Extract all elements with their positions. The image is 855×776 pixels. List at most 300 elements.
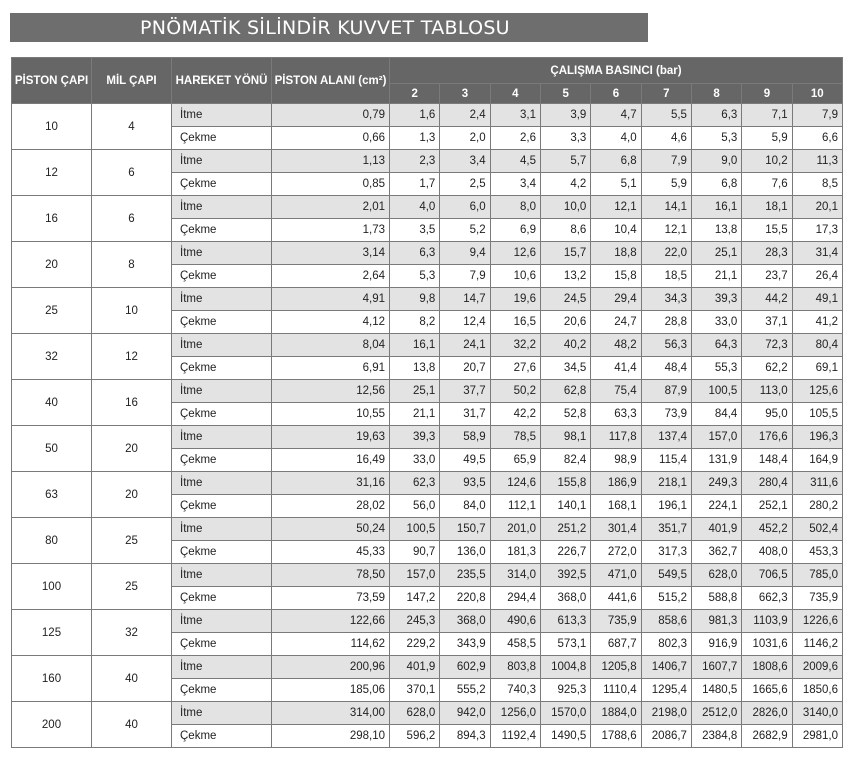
force-value-cell: 368,0 <box>540 587 590 610</box>
force-value-cell: 181,3 <box>490 541 540 564</box>
piston-diameter-cell: 100 <box>12 564 92 610</box>
force-value-cell: 42,2 <box>490 403 540 426</box>
force-value-cell: 29,4 <box>591 288 641 311</box>
piston-diameter-cell: 80 <box>12 518 92 564</box>
force-value-cell: 942,0 <box>440 702 490 725</box>
table-row <box>12 610 843 633</box>
area-cell: 114,62 <box>272 633 390 656</box>
force-value-cell: 1295,4 <box>641 679 691 702</box>
table-body <box>12 104 843 748</box>
force-value-cell: 13,8 <box>691 219 741 242</box>
rod-diameter-cell: 12 <box>92 334 172 380</box>
direction-cell: Çekme <box>172 403 272 426</box>
area-cell: 185,06 <box>272 679 390 702</box>
force-value-cell: 140,1 <box>540 495 590 518</box>
force-value-cell: 117,8 <box>591 426 641 449</box>
force-value-cell: 245,3 <box>390 610 440 633</box>
force-value-cell: 10,6 <box>490 265 540 288</box>
header-piston-capi: PİSTON ÇAPI <box>12 58 92 104</box>
force-value-cell: 8,6 <box>540 219 590 242</box>
force-value-cell: 6,3 <box>691 104 741 127</box>
force-value-cell: 19,6 <box>490 288 540 311</box>
area-cell: 200,96 <box>272 656 390 679</box>
force-value-cell: 3140,0 <box>792 702 842 725</box>
force-value-cell: 628,0 <box>691 564 741 587</box>
force-value-cell: 63,3 <box>591 403 641 426</box>
force-value-cell: 201,0 <box>490 518 540 541</box>
rod-diameter-cell: 40 <box>92 702 172 748</box>
direction-cell: İtme <box>172 426 272 449</box>
header-hareket-yonu: HAREKET YÖNÜ <box>172 58 272 104</box>
force-value-cell: 981,3 <box>691 610 741 633</box>
force-value-cell: 100,5 <box>691 380 741 403</box>
force-value-cell: 25,1 <box>691 242 741 265</box>
area-cell: 12,56 <box>272 380 390 403</box>
force-value-cell: 148,4 <box>742 449 792 472</box>
force-value-cell: 82,4 <box>540 449 590 472</box>
force-value-cell: 16,5 <box>490 311 540 334</box>
rod-diameter-cell: 20 <box>92 426 172 472</box>
force-value-cell: 351,7 <box>641 518 691 541</box>
force-value-cell: 16,1 <box>390 334 440 357</box>
force-value-cell: 125,6 <box>792 380 842 403</box>
direction-cell: Çekme <box>172 587 272 610</box>
force-value-cell: 6,8 <box>691 173 741 196</box>
force-value-cell: 7,9 <box>792 104 842 127</box>
force-value-cell: 549,5 <box>641 564 691 587</box>
area-cell: 4,12 <box>272 311 390 334</box>
force-value-cell: 186,9 <box>591 472 641 495</box>
force-value-cell: 56,0 <box>390 495 440 518</box>
table-row <box>12 426 843 449</box>
force-value-cell: 75,4 <box>591 380 641 403</box>
table-row <box>12 196 843 219</box>
force-value-cell: 1406,7 <box>641 656 691 679</box>
force-value-cell: 18,5 <box>641 265 691 288</box>
force-value-cell: 301,4 <box>591 518 641 541</box>
force-value-cell: 1,7 <box>390 173 440 196</box>
force-value-cell: 58,9 <box>440 426 490 449</box>
piston-diameter-cell: 20 <box>12 242 92 288</box>
force-value-cell: 12,6 <box>490 242 540 265</box>
direction-cell: İtme <box>172 518 272 541</box>
force-value-cell: 343,9 <box>440 633 490 656</box>
force-value-cell: 164,9 <box>792 449 842 472</box>
table-row <box>12 288 843 311</box>
force-value-cell: 1103,9 <box>742 610 792 633</box>
piston-diameter-cell: 12 <box>12 150 92 196</box>
force-value-cell: 8,0 <box>490 196 540 219</box>
area-cell: 50,24 <box>272 518 390 541</box>
force-value-cell: 98,9 <box>591 449 641 472</box>
force-value-cell: 272,0 <box>591 541 641 564</box>
page-title: PNÖMATİK SİLİNDİR KUVVET TABLOSU <box>140 17 510 39</box>
direction-cell: Çekme <box>172 449 272 472</box>
rod-diameter-cell: 6 <box>92 196 172 242</box>
force-value-cell: 2,0 <box>440 127 490 150</box>
force-value-cell: 15,7 <box>540 242 590 265</box>
table-row <box>12 472 843 495</box>
force-value-cell: 735,9 <box>591 610 641 633</box>
force-value-cell: 229,2 <box>390 633 440 656</box>
force-table <box>11 57 843 748</box>
force-value-cell: 392,5 <box>540 564 590 587</box>
force-value-cell: 37,1 <box>742 311 792 334</box>
area-cell: 0,85 <box>272 173 390 196</box>
force-value-cell: 613,3 <box>540 610 590 633</box>
force-value-cell: 5,9 <box>742 127 792 150</box>
force-value-cell: 294,4 <box>490 587 540 610</box>
header-piston-alani: PİSTON ALANI (cm²) <box>272 58 390 104</box>
force-value-cell: 5,5 <box>641 104 691 127</box>
area-cell: 78,50 <box>272 564 390 587</box>
force-value-cell: 2682,9 <box>742 725 792 748</box>
force-value-cell: 4,2 <box>540 173 590 196</box>
force-value-cell: 441,6 <box>591 587 641 610</box>
rod-diameter-cell: 16 <box>92 380 172 426</box>
force-value-cell: 3,9 <box>540 104 590 127</box>
force-value-cell: 28,3 <box>742 242 792 265</box>
force-value-cell: 28,8 <box>641 311 691 334</box>
title-bar <box>10 13 648 42</box>
force-value-cell: 1205,8 <box>591 656 641 679</box>
force-value-cell: 687,7 <box>591 633 641 656</box>
force-value-cell: 5,3 <box>691 127 741 150</box>
force-value-cell: 10,4 <box>591 219 641 242</box>
rod-diameter-cell: 25 <box>92 518 172 564</box>
piston-diameter-cell: 200 <box>12 702 92 748</box>
force-value-cell: 10,2 <box>742 150 792 173</box>
force-value-cell: 502,4 <box>792 518 842 541</box>
force-value-cell: 2826,0 <box>742 702 792 725</box>
piston-diameter-cell: 16 <box>12 196 92 242</box>
force-value-cell: 84,4 <box>691 403 741 426</box>
pressure-header-7: 7 <box>641 84 691 104</box>
table-row <box>12 150 843 173</box>
force-value-cell: 22,0 <box>641 242 691 265</box>
force-value-cell: 93,5 <box>440 472 490 495</box>
force-value-cell: 596,2 <box>390 725 440 748</box>
direction-cell: İtme <box>172 610 272 633</box>
force-value-cell: 6,9 <box>490 219 540 242</box>
force-value-cell: 2,4 <box>440 104 490 127</box>
direction-cell: Çekme <box>172 495 272 518</box>
force-value-cell: 64,3 <box>691 334 741 357</box>
force-value-cell: 1192,4 <box>490 725 540 748</box>
table-row <box>12 242 843 265</box>
force-value-cell: 48,2 <box>591 334 641 357</box>
force-value-cell: 401,9 <box>691 518 741 541</box>
header-mil-capi: MİL ÇAPI <box>92 58 172 104</box>
force-value-cell: 50,2 <box>490 380 540 403</box>
force-value-cell: 18,8 <box>591 242 641 265</box>
force-value-cell: 112,1 <box>490 495 540 518</box>
force-value-cell: 12,1 <box>641 219 691 242</box>
force-value-cell: 555,2 <box>440 679 490 702</box>
piston-diameter-cell: 160 <box>12 656 92 702</box>
rod-diameter-cell: 8 <box>92 242 172 288</box>
force-value-cell: 1665,6 <box>742 679 792 702</box>
force-value-cell: 588,8 <box>691 587 741 610</box>
direction-cell: Çekme <box>172 265 272 288</box>
force-value-cell: 6,8 <box>591 150 641 173</box>
rod-diameter-cell: 6 <box>92 150 172 196</box>
direction-cell: Çekme <box>172 219 272 242</box>
force-value-cell: 220,8 <box>440 587 490 610</box>
force-value-cell: 62,3 <box>390 472 440 495</box>
force-value-cell: 62,2 <box>742 357 792 380</box>
force-value-cell: 490,6 <box>490 610 540 633</box>
pressure-header-2: 2 <box>390 84 440 104</box>
force-value-cell: 452,2 <box>742 518 792 541</box>
force-value-cell: 33,0 <box>691 311 741 334</box>
table-row <box>12 564 843 587</box>
force-value-cell: 6,0 <box>440 196 490 219</box>
area-cell: 122,66 <box>272 610 390 633</box>
direction-cell: Çekme <box>172 173 272 196</box>
direction-cell: Çekme <box>172 311 272 334</box>
pressure-header-8: 8 <box>691 84 741 104</box>
direction-cell: İtme <box>172 702 272 725</box>
direction-cell: Çekme <box>172 725 272 748</box>
force-value-cell: 196,3 <box>792 426 842 449</box>
pressure-header-6: 6 <box>591 84 641 104</box>
force-value-cell: 252,1 <box>742 495 792 518</box>
force-value-cell: 11,3 <box>792 150 842 173</box>
force-value-cell: 39,3 <box>390 426 440 449</box>
force-value-cell: 56,3 <box>641 334 691 357</box>
area-cell: 31,16 <box>272 472 390 495</box>
force-value-cell: 4,0 <box>591 127 641 150</box>
force-value-cell: 12,4 <box>440 311 490 334</box>
force-value-cell: 1490,5 <box>540 725 590 748</box>
force-value-cell: 5,3 <box>390 265 440 288</box>
force-value-cell: 113,0 <box>742 380 792 403</box>
force-value-cell: 14,1 <box>641 196 691 219</box>
force-value-cell: 1031,6 <box>742 633 792 656</box>
direction-cell: İtme <box>172 564 272 587</box>
force-value-cell: 44,2 <box>742 288 792 311</box>
force-value-cell: 4,6 <box>641 127 691 150</box>
area-cell: 10,55 <box>272 403 390 426</box>
force-value-cell: 157,0 <box>390 564 440 587</box>
force-value-cell: 7,6 <box>742 173 792 196</box>
force-value-cell: 602,9 <box>440 656 490 679</box>
force-value-cell: 115,4 <box>641 449 691 472</box>
force-value-cell: 124,6 <box>490 472 540 495</box>
force-value-cell: 15,5 <box>742 219 792 242</box>
rod-diameter-cell: 32 <box>92 610 172 656</box>
force-value-cell: 84,0 <box>440 495 490 518</box>
piston-diameter-cell: 40 <box>12 380 92 426</box>
force-value-cell: 471,0 <box>591 564 641 587</box>
force-value-cell: 662,3 <box>742 587 792 610</box>
force-value-cell: 4,0 <box>390 196 440 219</box>
force-value-cell: 176,6 <box>742 426 792 449</box>
force-value-cell: 235,5 <box>440 564 490 587</box>
force-value-cell: 155,8 <box>540 472 590 495</box>
force-value-cell: 894,3 <box>440 725 490 748</box>
force-value-cell: 1226,6 <box>792 610 842 633</box>
force-value-cell: 3,5 <box>390 219 440 242</box>
force-value-cell: 1480,5 <box>691 679 741 702</box>
force-value-cell: 168,1 <box>591 495 641 518</box>
force-value-cell: 7,9 <box>440 265 490 288</box>
area-cell: 6,91 <box>272 357 390 380</box>
force-value-cell: 137,4 <box>641 426 691 449</box>
piston-diameter-cell: 125 <box>12 610 92 656</box>
table-row <box>12 104 843 127</box>
force-value-cell: 785,0 <box>792 564 842 587</box>
force-value-cell: 368,0 <box>440 610 490 633</box>
force-value-cell: 13,2 <box>540 265 590 288</box>
force-value-cell: 24,1 <box>440 334 490 357</box>
force-value-cell: 52,8 <box>540 403 590 426</box>
piston-diameter-cell: 32 <box>12 334 92 380</box>
area-cell: 2,64 <box>272 265 390 288</box>
force-value-cell: 740,3 <box>490 679 540 702</box>
force-value-cell: 21,1 <box>691 265 741 288</box>
direction-cell: İtme <box>172 196 272 219</box>
force-value-cell: 1256,0 <box>490 702 540 725</box>
force-value-cell: 458,5 <box>490 633 540 656</box>
force-value-cell: 2086,7 <box>641 725 691 748</box>
force-value-cell: 10,0 <box>540 196 590 219</box>
force-value-cell: 21,1 <box>390 403 440 426</box>
force-value-cell: 2384,8 <box>691 725 741 748</box>
force-value-cell: 31,7 <box>440 403 490 426</box>
force-value-cell: 27,6 <box>490 357 540 380</box>
force-value-cell: 100,5 <box>390 518 440 541</box>
force-value-cell: 2,5 <box>440 173 490 196</box>
force-value-cell: 9,8 <box>390 288 440 311</box>
force-value-cell: 48,4 <box>641 357 691 380</box>
force-value-cell: 408,0 <box>742 541 792 564</box>
force-value-cell: 26,4 <box>792 265 842 288</box>
force-value-cell: 1884,0 <box>591 702 641 725</box>
rod-diameter-cell: 20 <box>92 472 172 518</box>
area-cell: 8,04 <box>272 334 390 357</box>
direction-cell: İtme <box>172 288 272 311</box>
piston-diameter-cell: 10 <box>12 104 92 150</box>
rod-diameter-cell: 10 <box>92 288 172 334</box>
table-row <box>12 656 843 679</box>
force-value-cell: 2981,0 <box>792 725 842 748</box>
direction-cell: İtme <box>172 150 272 173</box>
piston-diameter-cell: 63 <box>12 472 92 518</box>
rod-diameter-cell: 25 <box>92 564 172 610</box>
direction-cell: Çekme <box>172 633 272 656</box>
force-value-cell: 2198,0 <box>641 702 691 725</box>
force-value-cell: 3,4 <box>490 173 540 196</box>
force-value-cell: 49,1 <box>792 288 842 311</box>
force-value-cell: 157,0 <box>691 426 741 449</box>
force-value-cell: 916,9 <box>691 633 741 656</box>
pressure-header-3: 3 <box>440 84 490 104</box>
force-value-cell: 136,0 <box>440 541 490 564</box>
force-value-cell: 73,9 <box>641 403 691 426</box>
force-value-cell: 95,0 <box>742 403 792 426</box>
force-value-cell: 20,7 <box>440 357 490 380</box>
force-value-cell: 1110,4 <box>591 679 641 702</box>
force-value-cell: 3,1 <box>490 104 540 127</box>
area-cell: 45,33 <box>272 541 390 564</box>
force-value-cell: 23,7 <box>742 265 792 288</box>
force-value-cell: 224,1 <box>691 495 741 518</box>
force-value-cell: 72,3 <box>742 334 792 357</box>
force-value-cell: 15,8 <box>591 265 641 288</box>
force-value-cell: 311,6 <box>792 472 842 495</box>
force-value-cell: 1,6 <box>390 104 440 127</box>
force-value-cell: 2,6 <box>490 127 540 150</box>
force-value-cell: 131,9 <box>691 449 741 472</box>
force-value-cell: 24,5 <box>540 288 590 311</box>
force-value-cell: 5,9 <box>641 173 691 196</box>
force-value-cell: 41,2 <box>792 311 842 334</box>
force-value-cell: 218,1 <box>641 472 691 495</box>
force-value-cell: 249,3 <box>691 472 741 495</box>
header-calisma-basinci: ÇALIŞMA BASINCI (bar) <box>390 58 843 84</box>
force-value-cell: 41,4 <box>591 357 641 380</box>
direction-cell: İtme <box>172 656 272 679</box>
force-value-cell: 370,1 <box>390 679 440 702</box>
pressure-header-9: 9 <box>742 84 792 104</box>
force-value-cell: 90,7 <box>390 541 440 564</box>
force-value-cell: 925,3 <box>540 679 590 702</box>
table-row <box>12 702 843 725</box>
force-value-cell: 25,1 <box>390 380 440 403</box>
rod-diameter-cell: 4 <box>92 104 172 150</box>
force-value-cell: 7,9 <box>641 150 691 173</box>
force-value-cell: 453,3 <box>792 541 842 564</box>
force-value-cell: 105,5 <box>792 403 842 426</box>
area-cell: 3,14 <box>272 242 390 265</box>
force-value-cell: 251,2 <box>540 518 590 541</box>
force-value-cell: 3,4 <box>440 150 490 173</box>
direction-cell: İtme <box>172 242 272 265</box>
force-value-cell: 12,1 <box>591 196 641 219</box>
force-value-cell: 34,3 <box>641 288 691 311</box>
pressure-header-5: 5 <box>540 84 590 104</box>
force-value-cell: 2009,6 <box>792 656 842 679</box>
force-value-cell: 5,7 <box>540 150 590 173</box>
force-value-cell: 314,0 <box>490 564 540 587</box>
force-value-cell: 628,0 <box>390 702 440 725</box>
force-value-cell: 40,2 <box>540 334 590 357</box>
force-value-cell: 401,9 <box>390 656 440 679</box>
force-value-cell: 1850,6 <box>792 679 842 702</box>
force-value-cell: 147,2 <box>390 587 440 610</box>
area-cell: 1,73 <box>272 219 390 242</box>
force-value-cell: 98,1 <box>540 426 590 449</box>
force-value-cell: 20,1 <box>792 196 842 219</box>
area-cell: 28,02 <box>272 495 390 518</box>
force-value-cell: 18,1 <box>742 196 792 219</box>
force-value-cell: 1570,0 <box>540 702 590 725</box>
force-value-cell: 9,0 <box>691 150 741 173</box>
force-value-cell: 4,5 <box>490 150 540 173</box>
force-value-cell: 78,5 <box>490 426 540 449</box>
force-value-cell: 31,4 <box>792 242 842 265</box>
force-value-cell: 1607,7 <box>691 656 741 679</box>
force-value-cell: 20,6 <box>540 311 590 334</box>
direction-cell: İtme <box>172 380 272 403</box>
force-value-cell: 17,3 <box>792 219 842 242</box>
force-value-cell: 55,3 <box>691 357 741 380</box>
force-value-cell: 34,5 <box>540 357 590 380</box>
force-value-cell: 706,5 <box>742 564 792 587</box>
force-value-cell: 280,4 <box>742 472 792 495</box>
